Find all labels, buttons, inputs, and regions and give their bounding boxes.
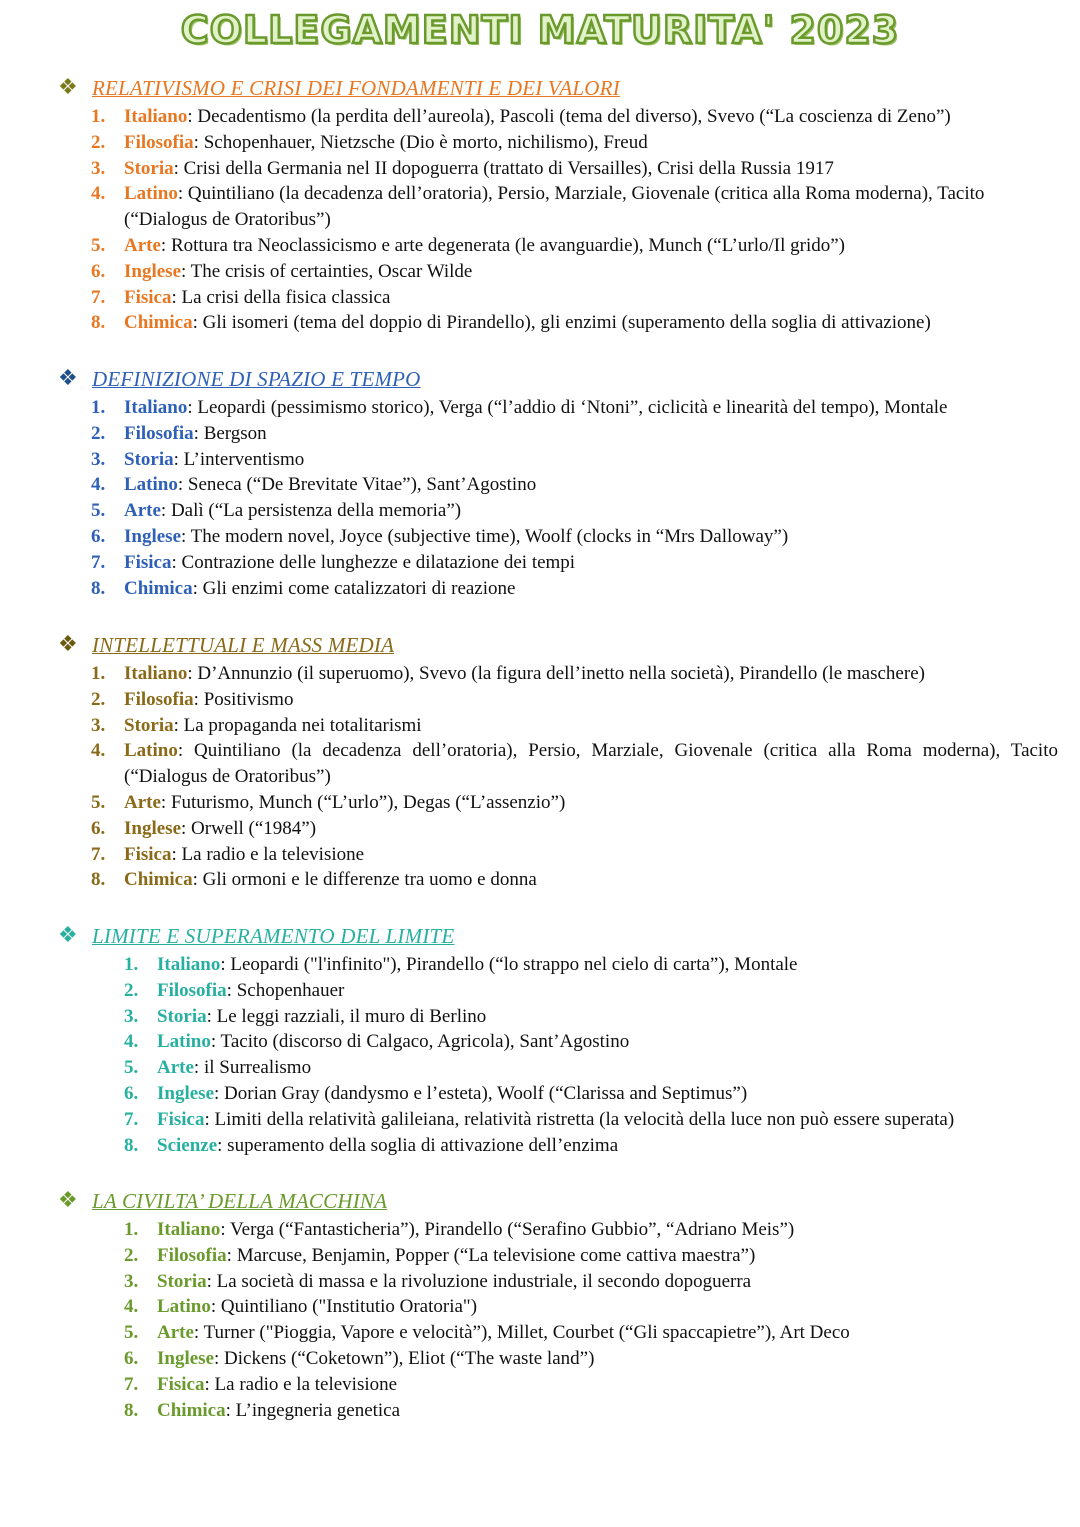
section-title: RELATIVISMO E CRISI DEI FONDAMENTI E DEI VALORI bbox=[92, 76, 620, 100]
list-item: 7. Fisica: Contrazione delle lunghezze e dilatazione dei tempi bbox=[91, 551, 576, 573]
list-item: 2. Filosofia: Positivismo bbox=[91, 688, 294, 710]
section-intellettuali bbox=[58, 631, 1058, 893]
section-relativismo bbox=[58, 74, 1058, 336]
list-item: 4. Latino: Seneca (“De Brevitate Vitae”), Sant’Agostino bbox=[91, 474, 537, 496]
list-item: 8. Scienze: superamento della soglia di attivazione dell’enzima bbox=[124, 1134, 619, 1156]
list-item: 1. Italiano: Leopardi (pessimismo storico), Verga (“l’addio di ‘Ntoni”, ciclicità e linearità del tempo), Montale bbox=[91, 397, 948, 418]
topic-list bbox=[58, 952, 1058, 1158]
list-item: 4. Latino: Quintiliano (la decadenza dell’oratoria), Persio, Marziale, Giovenale (critica alla Roma moderna), Tacito (“Dialogus de Oratoribus”) bbox=[91, 740, 1058, 788]
list-item: 6. Inglese: The crisis of certainties, Oscar Wilde bbox=[91, 260, 473, 282]
topic-list bbox=[58, 104, 1058, 336]
section-heading bbox=[58, 922, 1058, 952]
list-item: 6. Inglese: Dickens (“Coketown”), Eliot (“The waste land”) bbox=[124, 1347, 595, 1369]
list-item: 2. Filosofia: Schopenhauer bbox=[124, 979, 345, 1001]
section-heading bbox=[58, 365, 1058, 395]
list-item: 6. Inglese: Orwell (“1984”) bbox=[91, 817, 317, 839]
topic-list bbox=[58, 1217, 1058, 1423]
list-item: 3. Storia: La propaganda nei totalitarismi bbox=[91, 714, 422, 736]
list-item: 5. Arte: Rottura tra Neoclassicismo e arte degenerata (le avanguardie), Munch (“L’urlo/Il grido”) bbox=[91, 234, 845, 256]
diamond-bullet-icon: ❖ bbox=[58, 632, 78, 657]
section-title: INTELLETTUALI E MASS MEDIA bbox=[92, 633, 395, 657]
list-item: 2. Filosofia: Bergson bbox=[91, 422, 267, 444]
list-item: 3. Storia: Le leggi razziali, il muro di Berlino bbox=[124, 1005, 487, 1027]
section-heading bbox=[58, 1187, 1058, 1217]
list-item: 5. Arte: Futurismo, Munch (“L’urlo”), Degas (“L’assenzio”) bbox=[91, 791, 566, 813]
list-item: 1. Italiano: Leopardi ("l'infinito"), Pirandello (“lo strappo nel cielo di carta”), Montale bbox=[124, 954, 798, 975]
topic-list bbox=[58, 395, 1058, 601]
diamond-bullet-icon: ❖ bbox=[58, 366, 78, 391]
topic-list bbox=[58, 661, 1058, 893]
section-title: LIMITE E SUPERAMENTO DEL LIMITE bbox=[92, 924, 455, 948]
list-item: 7. Fisica: La radio e la televisione bbox=[124, 1373, 398, 1395]
section-limite bbox=[58, 922, 1058, 1158]
list-item: 5. Arte: Turner ("Pioggia, Vapore e velocità”), Millet, Courbet (“Gli spaccapietre”), Art Deco bbox=[124, 1322, 850, 1344]
list-item: 6. Inglese: The modern novel, Joyce (subjective time), Woolf (clocks in “Mrs Dalloway”) bbox=[91, 525, 789, 547]
list-item: 1. Italiano: D’Annunzio (il superuomo), Svevo (la figura dell’inetto nella società), Pirandello (le maschere) bbox=[91, 663, 925, 684]
list-item: 8. Chimica: Gli ormoni e le differenze tra uomo e donna bbox=[91, 869, 537, 891]
list-item: 1. Italiano: Decadentismo (la perdita dell’aureola), Pascoli (tema del diverso), Svevo (“La coscienza di Zeno”) bbox=[91, 106, 951, 127]
list-item: 8. Chimica: Gli isomeri (tema del doppio di Pirandello), gli enzimi (superamento della soglia di attivazione) bbox=[91, 312, 931, 334]
list-item: 6. Inglese: Dorian Gray (dandysmo e l’esteta), Woolf (“Clarissa and Septimus”) bbox=[124, 1082, 748, 1104]
section-civilta-macchina bbox=[58, 1187, 1058, 1423]
diamond-bullet-icon: ❖ bbox=[58, 75, 78, 100]
diamond-bullet-icon: ❖ bbox=[58, 923, 78, 948]
list-item: 2. Filosofia: Marcuse, Benjamin, Popper (“La televisione come cattiva maestra”) bbox=[124, 1244, 756, 1266]
list-item: 1. Italiano: Verga (“Fantasticheria”), Pirandello (“Serafino Gubbio”, “Adriano Meis”) bbox=[124, 1219, 795, 1240]
list-item: 3. Storia: La società di massa e la rivoluzione industriale, il secondo dopoguerra bbox=[124, 1270, 752, 1292]
list-item: 2. Filosofia: Schopenhauer, Nietzsche (Dio è morto, nichilismo), Freud bbox=[91, 131, 648, 153]
list-item: 4. Latino: Quintiliano (la decadenza dell’oratoria), Persio, Marziale, Giovenale (critica alla Roma moderna), Tacito (“Dialogus de Oratoribus”) bbox=[91, 183, 985, 231]
list-item: 3. Storia: Crisi della Germania nel II dopoguerra (trattato di Versailles), Crisi della Russia 1917 bbox=[91, 157, 834, 179]
list-item: 7. Fisica: La crisi della fisica classica bbox=[91, 286, 391, 308]
list-item: 3. Storia: L’interventismo bbox=[91, 448, 305, 470]
section-heading bbox=[58, 631, 1058, 661]
section-spazio-tempo bbox=[58, 365, 1058, 601]
page-title: COLLEGAMENTI MATURITA' 2023 bbox=[180, 8, 900, 52]
list-item: 7. Fisica: La radio e la televisione bbox=[91, 843, 365, 865]
diamond-bullet-icon: ❖ bbox=[58, 1188, 78, 1213]
list-item: 4. Latino: Tacito (discorso di Calgaco, Agricola), Sant’Agostino bbox=[124, 1031, 630, 1053]
list-item: 7. Fisica: Limiti della relatività galileiana, relatività ristretta (la velocità della luce non può essere superata) bbox=[124, 1108, 955, 1130]
list-item: 5. Arte: il Surrealismo bbox=[124, 1057, 312, 1079]
list-item: 5. Arte: Dalì (“La persistenza della memoria”) bbox=[91, 500, 462, 522]
section-title: DEFINIZIONE DI SPAZIO E TEMPO bbox=[92, 367, 421, 391]
section-title: LA CIVILTA’ DELLA MACCHINA bbox=[92, 1189, 388, 1213]
section-heading bbox=[58, 74, 1058, 104]
list-item: 4. Latino: Quintiliano ("Institutio Oratoria") bbox=[124, 1296, 478, 1318]
list-item: 8. Chimica: Gli enzimi come catalizzatori di reazione bbox=[91, 577, 516, 599]
list-item: 8. Chimica: L’ingegneria genetica bbox=[124, 1399, 401, 1421]
